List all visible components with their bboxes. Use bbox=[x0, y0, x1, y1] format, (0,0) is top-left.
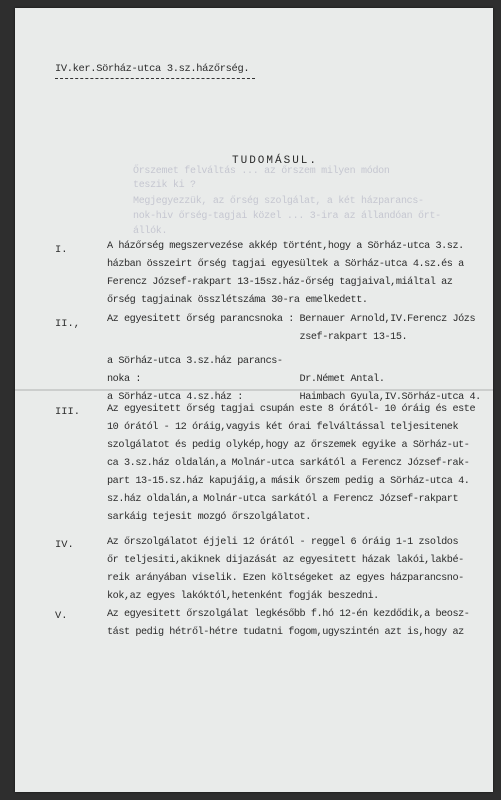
section-number: IV. bbox=[55, 539, 74, 551]
text-line: szolgálatot és pedig olykép,hogy az őrszemek egyike a Sörház-ut- bbox=[107, 440, 470, 451]
text-line: Az egyesitett őrszolgálat legkésőbb f.hó 12-én kezdődik,a beosz- bbox=[107, 609, 470, 620]
bleed-line: Őrszemet felváltás ... az őrszem milyen módon bbox=[133, 166, 390, 177]
text-line: a Sörház-utca 4.sz.ház : Haimbach Gyula,IV.Sörház-utca 4. bbox=[107, 392, 481, 403]
text-line: zsef-rakpart 13-15. bbox=[107, 332, 408, 343]
document-page bbox=[15, 8, 493, 792]
text-line: sarkáig tejesit mozgó őrszolgálatot. bbox=[107, 512, 311, 523]
section-number: III. bbox=[55, 406, 80, 418]
text-line: noka : Dr.Német Antal. bbox=[107, 374, 385, 385]
document-header: IV.ker.Sörház-utca 3.sz.házőrség. bbox=[55, 63, 250, 75]
section-number: V. bbox=[55, 610, 68, 622]
section-number: II., bbox=[55, 318, 80, 330]
text-line: part 13-15.sz.ház kapujáig,a másik őrszem pedig a Sörház-utca 4. bbox=[107, 476, 470, 487]
text-line: házban összeirt őrség tagjai egyesültek a Sörház-utca 4.sz.és a bbox=[107, 259, 464, 270]
section-text bbox=[107, 606, 487, 642]
text-line: ca 3.sz.ház oldalán,a Molnár-utca sarkától a Ferencz József-rak- bbox=[107, 458, 470, 469]
section-text bbox=[107, 238, 487, 310]
text-line: kok,az egyes lakóktól,hetenként fogják beszedni. bbox=[107, 591, 379, 602]
section-text bbox=[107, 401, 487, 527]
bleed-line: állók. bbox=[133, 226, 168, 237]
text-line: Az egyesitett őrség tagjai csupán este 8 órától- 10 óráig és este bbox=[107, 404, 476, 415]
text-line: Az egyesitett őrség parancsnoka : Bernauer Arnold,IV.Ferencz Józs bbox=[107, 314, 476, 325]
bleed-line: Megjegyezzük, az őrség szolgálat, a két házparancs- bbox=[133, 196, 424, 207]
text-line: Ferencz József-rakpart 13-15sz.ház-őrség tagjaival,miáltal az bbox=[107, 277, 453, 288]
section-text bbox=[107, 534, 487, 606]
text-line: őr teljesiti,akiknek dijazását az egyesitett házak lakói,lakbé- bbox=[107, 555, 464, 566]
text-line: 10 órától - 12 óráig,vagyis két órai felváltással teljesitenek bbox=[107, 422, 459, 433]
text-line: őrség tagjainak összlétszáma 30-ra emelkedett. bbox=[107, 295, 368, 306]
section-text bbox=[107, 311, 487, 407]
section-number: I. bbox=[55, 244, 68, 256]
document-title: TUDOMÁSUL. bbox=[232, 155, 319, 167]
text-line: reik arányában viselik. Ezen költségeket az egyes házparancsno- bbox=[107, 573, 464, 584]
text-line: Az őrszolgálatot éjjeli 12 órától - reggel 6 óráig 1-1 zsoldos bbox=[107, 537, 459, 548]
bleed-line: nok-hiv őrség-tagjai közel ... 3-ira az állandóan őrt- bbox=[133, 211, 441, 222]
bleed-line: teszik ki ? bbox=[133, 180, 196, 191]
text-line: a Sörház-utca 3.sz.ház parancs- bbox=[107, 356, 283, 367]
text-line: A házőrség megszervezése akkép történt,hogy a Sörház-utca 3.sz. bbox=[107, 241, 464, 252]
text-line: tást pedig hétről-hétre tudatni fogom,ugyszintén azt is,hogy az bbox=[107, 627, 464, 638]
header-underline bbox=[55, 78, 255, 79]
text-line: sz.ház oldalán,a Molnár-utca sarkától a Ferencz József-rakpart bbox=[107, 494, 459, 505]
